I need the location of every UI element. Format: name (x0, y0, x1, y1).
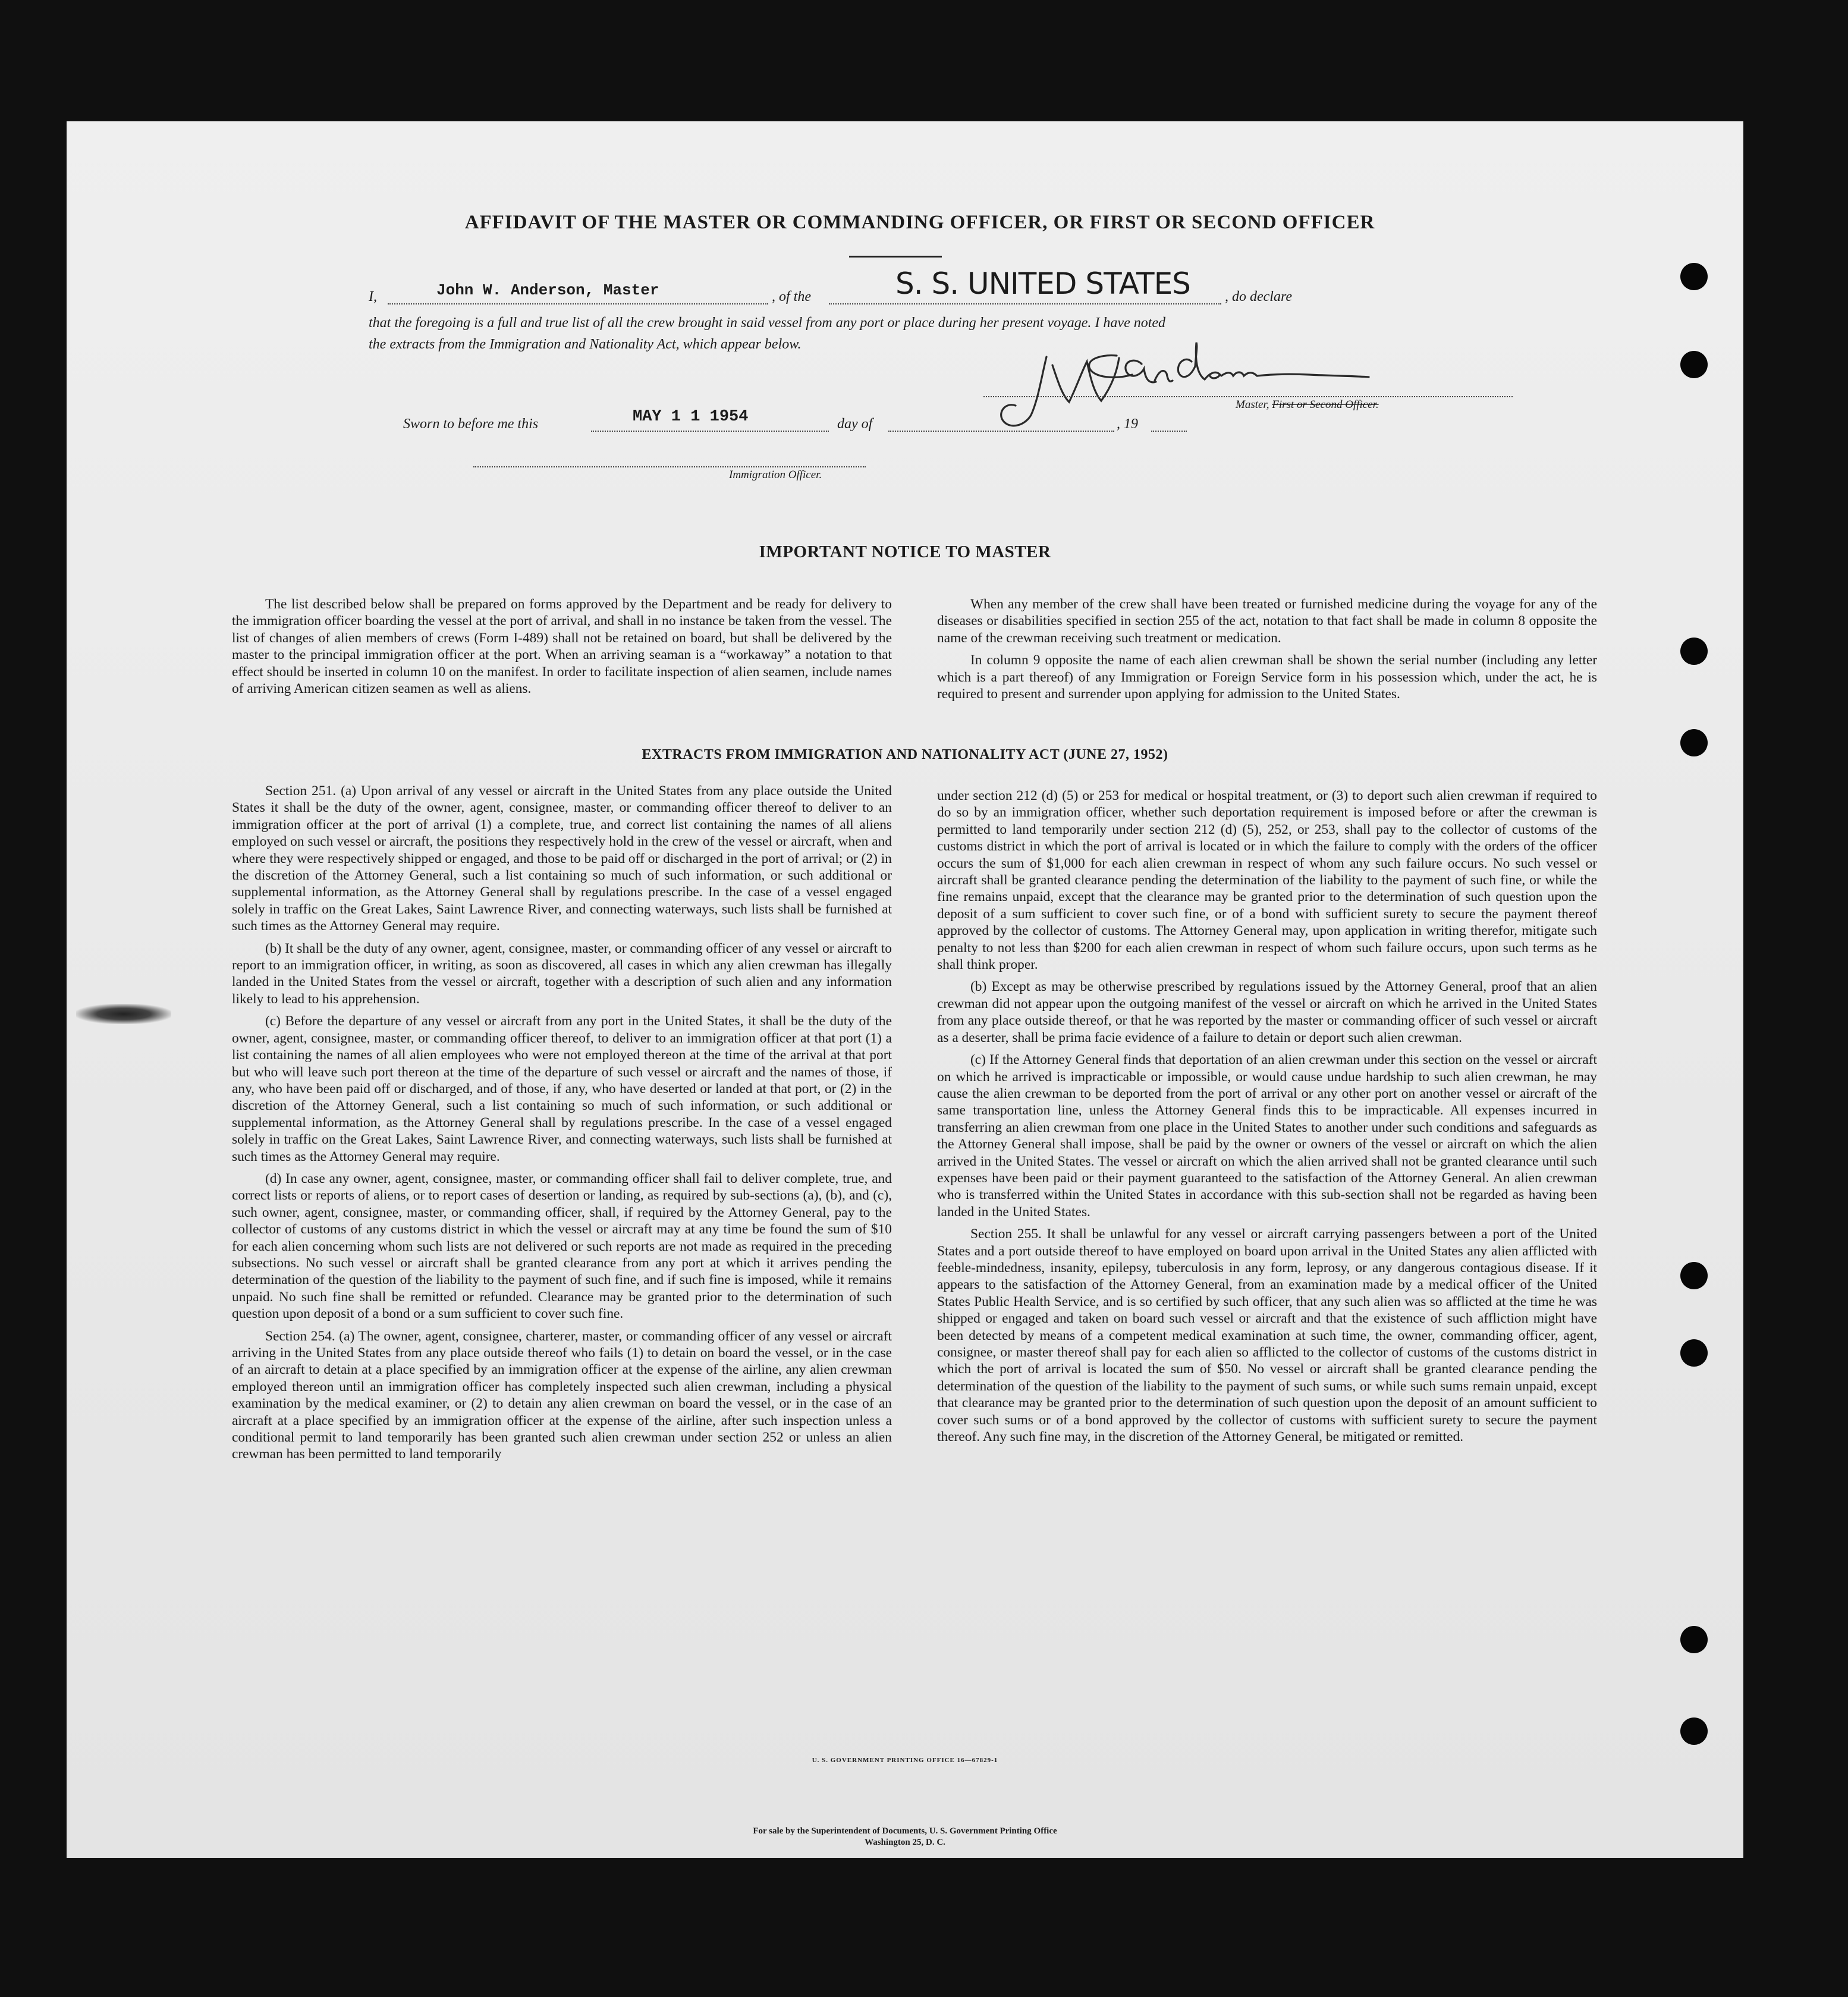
sworn-label: Sworn to before me this (403, 416, 539, 432)
master-officer-caption (1236, 398, 1379, 412)
master-name-typed: John W. Anderson, Master (436, 281, 659, 299)
master-signature (976, 340, 1393, 435)
sale-note (67, 1826, 1743, 1848)
punch-hole (1680, 1339, 1708, 1367)
punch-hole (1680, 1262, 1708, 1289)
do-declare-label: , do declare (1225, 289, 1293, 304)
act-paragraph: under section 212 (d) (5) or 253 for medical or hospital treatment, or (3) to deport such alien crewman if required to do so by an immigration officer, whether such deportation requirement is imposed before or after the crewman is permitted to land temporarily under section 212 (d) (5), 252, or 253, shall pay to the collector of customs of the customs district in which the port of arrival is located or in which the failure to comply with the orders of the officer occurs the sum of $1,000 for each alien crewman in respect of whom any such failure occurs. No such vessel or aircraft shall be granted clearance pending the determination of the liability to the payment of such fine, or while the fine remains unpaid, except that the clearance may be granted prior to the determination of such question upon the deposit of a sum sufficient to cover such fine, or of a bond with sufficient surety to secure the payment thereof approved by the collector of customs. The Attorney General may, upon application in writing therefor, mitigate such penalty to not less than $200 for each alien crewman in respect of whom such failure occurs, upon such terms as he shall think proper. (937, 788, 1597, 973)
punch-hole (1680, 351, 1708, 378)
year-label: , 19 (1117, 416, 1138, 432)
act-paragraph: (c) Before the departure of any vessel or aircraft from any port in the United States, it shall be the duty of the owner, agent, consignee, master, or commanding officer thereof, to deliver to an immigration officer at that port (1) a list containing the names of all alien employees who were not employed thereon at the time of the arrival at that port but who will leave such port thereon at the time of the departure of such vessel or aircraft and the names of those, if any, who have been paid off or discharged, and of those, if any, who have deserted or landed at that port, or (2) in the discretion of the Attorney General, such a list containing so much of such information, or such additional or supplemental information, as the Attorney General shall by regulations prescribe. In the case of a vessel engaged solely in traffic on the Great Lakes, Saint Lawrence River, and connecting waterways, such lists shall be furnished at such times as the Attorney General may require. (232, 1013, 892, 1164)
master-label: Master, (1236, 398, 1272, 411)
day-of-label: day of (837, 416, 873, 432)
act-paragraph: Section 251. (a) Upon arrival of any vessel or aircraft in the United States from any place outside the United States it shall be the duty of the owner, agent, consignee, master, or commanding officer thereof to deliver to an immigration officer at the port of arrival (1) a complete, true, and correct list containing the names of all aliens employed on such vessel or aircraft, the positions they respectively hold in the crew of the vessel or aircraft, when and where they were respectively shipped or engaged, and those to be paid off or discharged in the port of arrival; or (2) in the discretion of the Attorney General, such a list containing so much of such information, or such additional or supplemental information, as the Attorney General shall by regulations prescribe. In the case of a vessel engaged solely in traffic on the Great Lakes, Saint Lawrence River, and connecting waterways, such lists shall be furnished at such times as the Attorney General may require. (232, 783, 892, 934)
immigration-officer-line (473, 466, 866, 467)
vessel-line (829, 303, 1221, 304)
title-rule (849, 256, 942, 258)
struck-officer-label: First or Second Officer. (1272, 398, 1379, 411)
extracts-right-column (937, 787, 1597, 1445)
sale-note-line-1: For sale by the Superintendent of Documents, U. S. Government Printing Office (753, 1826, 1057, 1836)
sworn-date-stamp: MAY 1 1 1954 (633, 408, 749, 426)
document-page (67, 121, 1743, 1858)
vessel-name-stamp: S. S. UNITED STATES (895, 266, 1190, 301)
ink-smudge (76, 1004, 171, 1024)
declaration-line-1: that the foregoing is a full and true list of all the crew brought in said vessel from any port or place during her present voyage. I have noted (369, 315, 1166, 331)
notice-title: IMPORTANT NOTICE TO MASTER (759, 542, 1051, 561)
punch-hole (1680, 1717, 1708, 1745)
notice-left-column (232, 596, 892, 697)
of-the-label: , of the (772, 289, 811, 304)
notice-paragraph: The list described below shall be prepared on forms approved by the Department and be ready for delivery to the immigration officer boarding the vessel at the port of arrival, and shall in no instance be taken from the vessel. The list of changes of alien members of crews (Form I-489) shall not be retained on board, but shall be delivered by the master to the principal immigration officer at the port. When an arriving seaman is a “workaway” a notation to that effect should be inserted in column 10 on the manifest. In order to facilitate inspection of alien seamen, include names of arriving American citizen seamen as well as aliens. (232, 596, 892, 697)
printing-office-line: U. S. GOVERNMENT PRINTING OFFICE 16—67829-1 (812, 1757, 998, 1764)
act-paragraph: Section 255. It shall be unlawful for any vessel or aircraft carrying passengers between a port of the United States and a port outside thereof to have employed on board upon arrival in the United States any alien afflicted with feeble-mindedness, insanity, epilepsy, tuberculosis in any form, leprosy, or any dangerous contagious disease. If it appears to the satisfaction of the Attorney General, from an examination made by a medical officer of the United States Public Health Service, and is so certified by such officer, that any such alien was so afflicted at the time he was shipped or engaged and taken on board such vessel or aircraft and that the existence of such affliction might have been detected by means of a competent medical examination at such time, the owner, commanding officer, agent, consignee, or master thereof shall pay for each alien so afflicted to the collector of customs of the customs district in which the port of arrival is located the sum of $50. No vessel or aircraft shall be granted clearance pending the determination of the question of the liability to the payment of such sums, or while such sums remain unpaid, except that clearance may be granted prior to the determination of such question upon the deposit of an amount sufficient to cover such sums or of a bond approved by the collector of customs with sufficient surety to secure the payment thereof. Any such fine may, in the discretion of the Attorney General, be mitigated or remitted. (937, 1226, 1597, 1445)
affidavit-title: AFFIDAVIT OF THE MASTER OR COMMANDING OFFICER, OR FIRST OR SECOND OFFICER (464, 212, 1375, 233)
signature-line (983, 396, 1513, 397)
year-line (1151, 431, 1187, 432)
sworn-date-line (591, 431, 829, 432)
act-paragraph: (c) If the Attorney General finds that deportation of an alien crewman under this section on the vessel or aircraft on which he arrived is impracticable or impossible, or would cause undue hardship to such alien crewman, he may cause the alien crewman to be deported from the port of arrival or any other port on another vessel or aircraft of the same transportation line, unless the Attorney General finds this to be impracticable. All expenses incurred in transferring an alien crewman from one place in the United States to another under such conditions and safeguards as the Attorney General shall impose, shall be paid by the owner or owners of the vessel or aircraft on which the alien arrived in the United States. The vessel or aircraft on which the alien arrived shall not be granted clearance until such expenses have been paid or their payment guaranteed to the satisfaction of the Attorney General. An alien crewman who is transferred within the United States in accordance with this sub-section shall not be regarded as having been landed in the United States. (937, 1052, 1597, 1220)
extracts-left-column (232, 783, 892, 1463)
notice-right-column (937, 596, 1597, 702)
declaration-line-2: the extracts from the Immigration and Nationality Act, which appear below. (369, 337, 802, 352)
punch-hole (1680, 1626, 1708, 1653)
punch-hole (1680, 263, 1708, 290)
punch-hole (1680, 729, 1708, 756)
act-paragraph: (b) It shall be the duty of any owner, agent, consignee, master, or commanding officer of any vessel or aircraft to report to an immigration officer, in writing, as soon as discovered, all cases in which any alien crewman has illegally landed in the United States from the vessel or aircraft, together with a description of such alien and any information likely to lead to his apprehension. (232, 940, 892, 1007)
i-label: I, (369, 289, 377, 304)
notice-paragraph: In column 9 opposite the name of each alien crewman shall be shown the serial number (including any letter which is a part thereof) of any Immigration or Foreign Service form in his possession which, under the act, he is required to present and surrender upon applying for admission to the United States. (937, 652, 1597, 702)
act-paragraph: (d) In case any owner, agent, consignee, master, or commanding officer shall fail to deliver complete, true, and correct lists or reports of aliens, or to report cases of desertion or landing, as required by sub-sections (a), (b), and (c), such owner, agent, consignee, master, or commanding officer, shall, if required by the Attorney General, pay to the collector of customs of any customs district in which the vessel or aircraft may at any time be found the sum of $10 for each alien concerning whom such lists are not delivered or such reports are not made as required in the preceding subsections. No such vessel or aircraft shall be granted clearance from any port at which it arrives pending the determination of the question of the liability to the payment of such fine, and if such fine is imposed, while it remains unpaid. No such fine shall be remitted or refunded. Clearance may be granted prior to the determination of such question upon deposit of a bond or a sum sufficient to cover such fine. (232, 1170, 892, 1322)
notice-paragraph: When any member of the crew shall have been treated or furnished medicine during the voyage for any of the diseases or disabilities specified in section 255 of the act, notation to that fact shall be made in column 8 opposite the name of the crewman receiving such treatment or medication. (937, 596, 1597, 646)
extracts-title: EXTRACTS FROM IMMIGRATION AND NATIONALITY ACT (JUNE 27, 1952) (642, 747, 1168, 762)
punch-hole (1680, 638, 1708, 665)
immigration-officer-label: Immigration Officer. (729, 469, 822, 481)
act-paragraph: Section 254. (a) The owner, agent, consignee, charterer, master, or commanding officer of any vessel or aircraft arriving in the United States from any place outside thereof who fails (1) to detain on board the vessel, or in the case of an aircraft to detain at a place specified by an immigration officer at the expense of the airline, any alien crewman employed thereon until an immigration officer has completely inspected such alien crewman, including a physical examination by the medical examiner, or (2) to detain any alien crewman on board the vessel, or in the case of an aircraft at a place specified by an immigration officer at the expense of the airline, after such inspection unless a conditional permit to land temporarily has been granted such alien crewman under section 252 or unless an alien crewman has been permitted to land temporarily (232, 1328, 892, 1462)
name-line (388, 303, 768, 304)
sale-note-line-2: Washington 25, D. C. (865, 1838, 945, 1847)
month-line (888, 431, 1114, 432)
act-paragraph: (b) Except as may be otherwise prescribed by regulations issued by the Attorney General, proof that an alien crewman did not appear upon the outgoing manifest of the vessel or aircraft on which he arrived in the United States from any place outside thereof, or that he was reported by the master or commanding officer of such vessel or aircraft as a deserter, shall be prima facie evidence of a failure to detain or deport such alien crewman. (937, 979, 1597, 1045)
